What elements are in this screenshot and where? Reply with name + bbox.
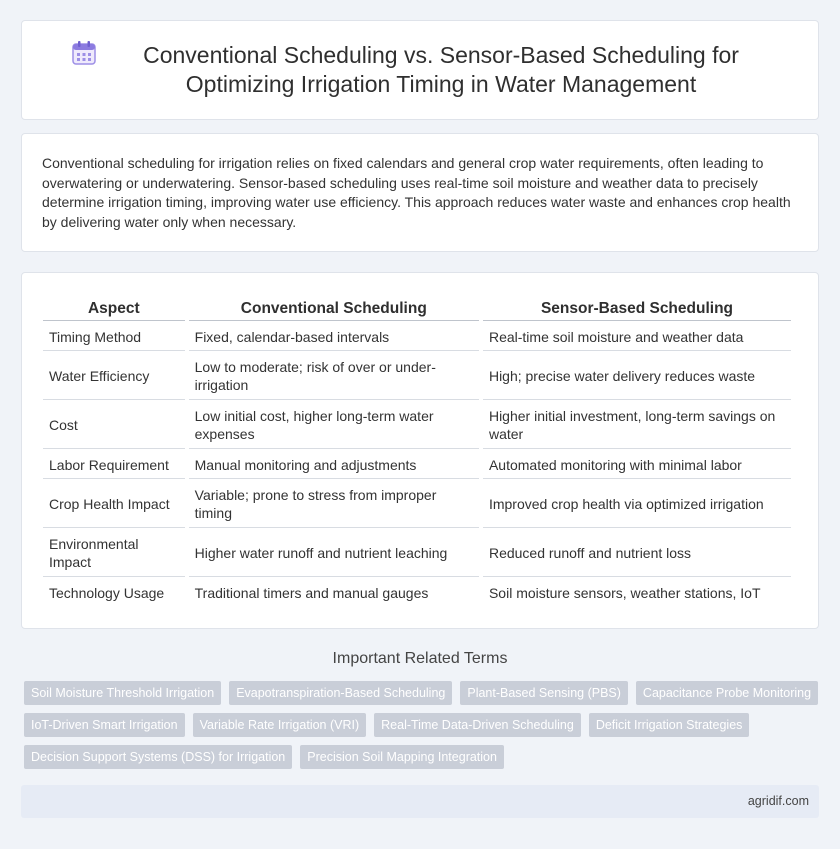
cell-sensor-based: Reduced runoff and nutrient loss [483, 528, 791, 577]
cell-conventional: Low to moderate; risk of over or under-irrigation [189, 351, 479, 400]
intro-paragraph: Conventional scheduling for irrigation relies on fixed calendars and general crop water requirements, often leading to overwatering or underwatering. Sensor-based scheduling uses real-time soil moisture and weather data to precisely determine irrigation timing, improving water use efficiency. This approach reduces water waste and enhances crop health by delivering water only when necessary. [42, 155, 791, 230]
table-row [43, 479, 791, 528]
table-row [43, 449, 791, 479]
cell-conventional: Higher water runoff and nutrient leaching [189, 528, 479, 577]
comparison-card [21, 272, 819, 629]
related-term-tag[interactable]: Variable Rate Irrigation (VRI) [193, 713, 367, 737]
cell-aspect: Environmental Impact [43, 528, 185, 577]
related-term-tag[interactable]: Capacitance Probe Monitoring [636, 681, 818, 705]
table-row [43, 528, 791, 577]
table-row [43, 400, 791, 449]
tag-row [24, 713, 814, 737]
footer [21, 785, 819, 818]
related-term-tag[interactable]: IoT-Driven Smart Irrigation [24, 713, 185, 737]
cell-sensor-based: Higher initial investment, long-term savings on water [483, 400, 791, 449]
header-aspect: Aspect [43, 295, 185, 321]
cell-conventional: Traditional timers and manual gauges [194, 585, 429, 601]
cell-aspect: Cost [43, 400, 185, 449]
cell-sensor-based: Automated monitoring with minimal labor [483, 449, 791, 479]
cell-aspect: Labor Requirement [43, 449, 185, 479]
table-header-row [43, 295, 791, 321]
related-term-tag[interactable]: Decision Support Systems (DSS) for Irrigation [24, 745, 292, 769]
cell-conventional: Low initial cost, higher long-term water expenses [189, 400, 479, 449]
cell-sensor-based: High; precise water delivery reduces waste [483, 351, 791, 400]
cell-aspect: Water Efficiency [43, 351, 185, 400]
intro-card [21, 133, 819, 252]
related-term-tag[interactable]: Evapotranspiration-Based Scheduling [229, 681, 452, 705]
tag-row [24, 681, 814, 705]
table-row [43, 321, 791, 351]
related-term-tag[interactable]: Plant-Based Sensing (PBS) [460, 681, 628, 705]
related-term-tag[interactable]: Real-Time Data-Driven Scheduling [374, 713, 581, 737]
cell-conventional: Fixed, calendar-based intervals [189, 321, 479, 351]
related-term-tag[interactable]: Precision Soil Mapping Integration [300, 745, 504, 769]
related-terms-list [24, 681, 814, 777]
cell-aspect: Crop Health Impact [43, 479, 185, 528]
cell-conventional: Manual monitoring and adjustments [189, 449, 479, 479]
title-card [21, 20, 819, 120]
title-wrap [70, 41, 770, 99]
cell-sensor-based: Soil moisture sensors, weather stations, IoT [488, 585, 761, 601]
related-term-tag[interactable]: Deficit Irrigation Strategies [589, 713, 750, 737]
footer-site-link[interactable]: agridif.com [747, 794, 809, 808]
related-terms-title: Important Related Terms [332, 650, 508, 667]
cell-aspect: Timing Method [43, 321, 185, 351]
header-conventional: Conventional Scheduling [189, 295, 479, 321]
calendar-icon [70, 39, 98, 67]
tag-row [24, 745, 814, 769]
cell-sensor-based: Improved crop health via optimized irrigation [483, 479, 791, 528]
page-title: Conventional Scheduling vs. Sensor-Based Scheduling for Optimizing Irrigation Timing in Water Management [143, 42, 739, 97]
cell-sensor-based: Real-time soil moisture and weather data [483, 321, 791, 351]
cell-conventional: Variable; prone to stress from improper timing [189, 479, 479, 528]
table-row [43, 577, 791, 607]
related-term-tag[interactable]: Soil Moisture Threshold Irrigation [24, 681, 221, 705]
cell-aspect: Technology Usage [49, 585, 165, 601]
comparison-table [39, 295, 795, 607]
table-row [43, 351, 791, 400]
header-sensor-based: Sensor-Based Scheduling [483, 295, 791, 321]
